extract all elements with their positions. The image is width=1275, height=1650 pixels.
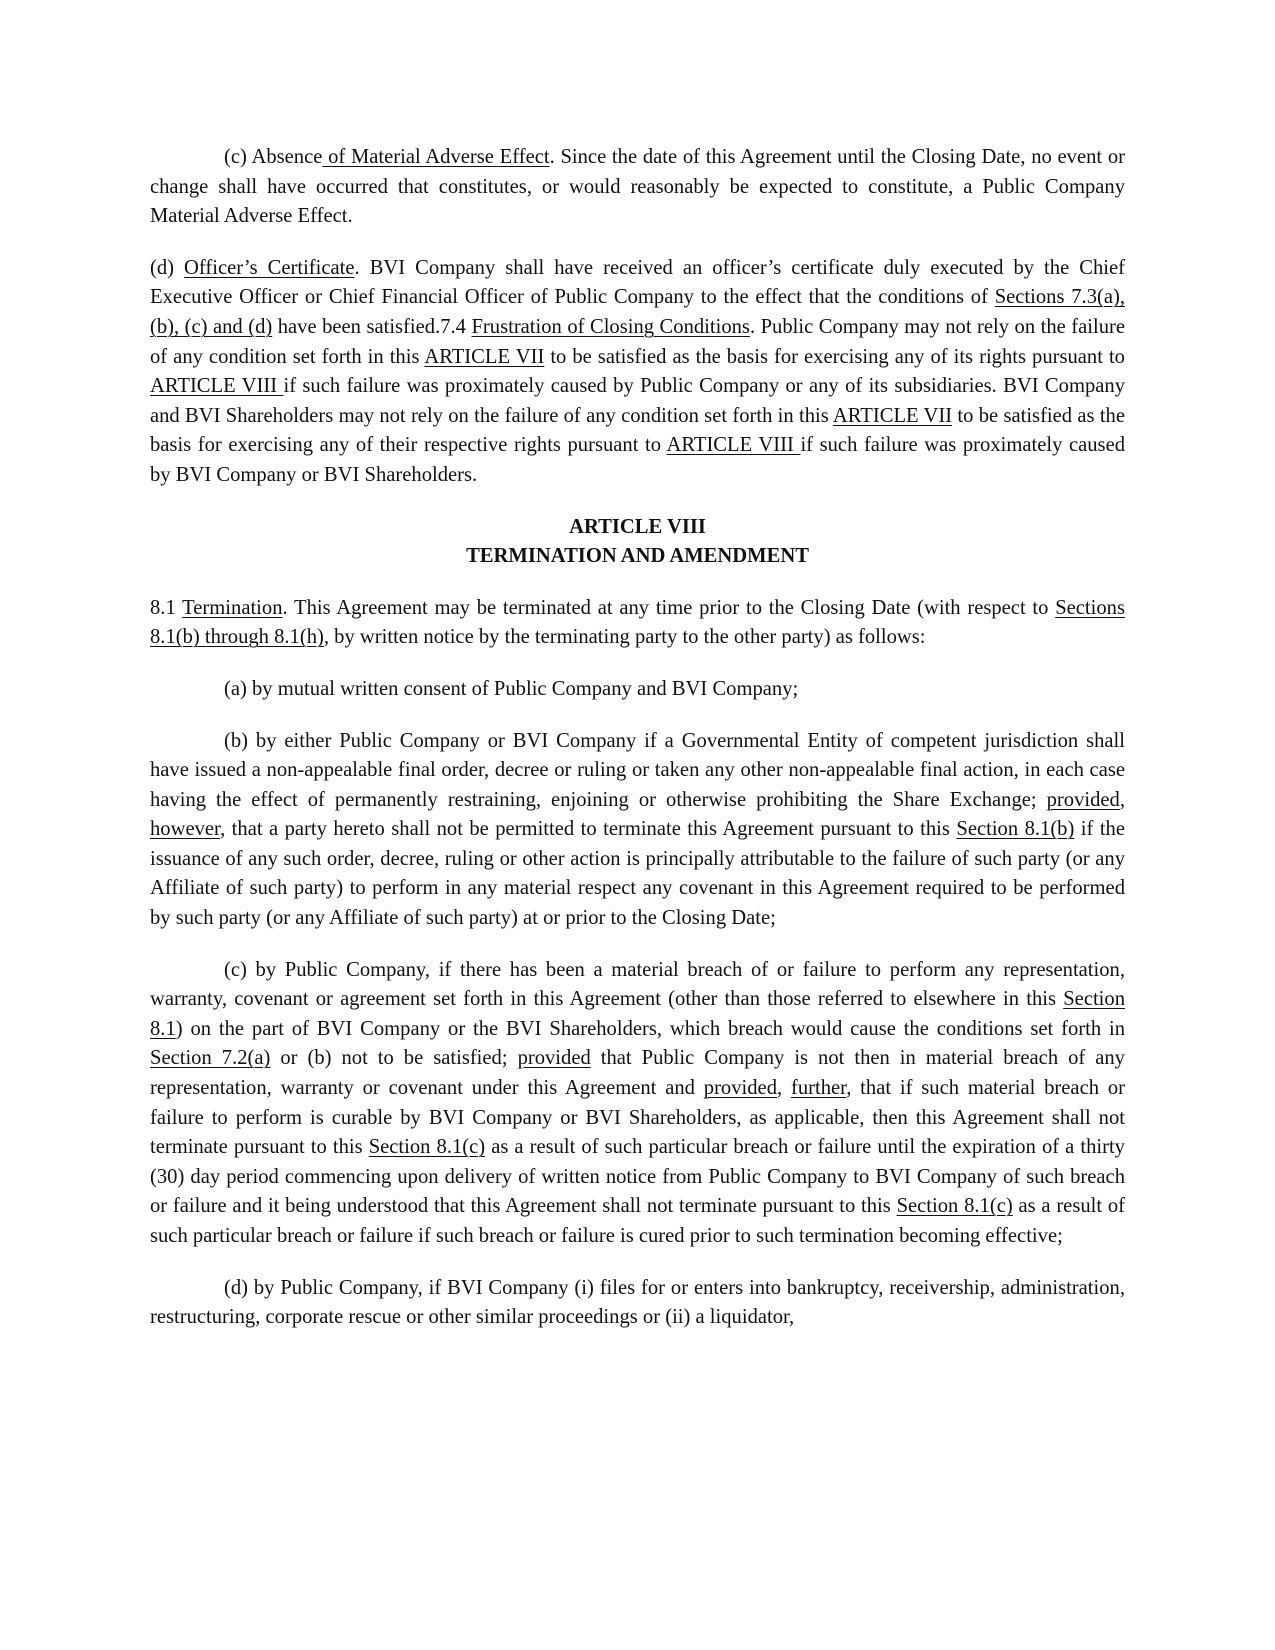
para-d-text-7: if such failure was proximately caused by BVI Company or BVI Shareholders. [150, 434, 1126, 486]
item-c-text-2: ) on the part of BVI Company or the BVI Shareholders, which breach would cause the conditions set forth in [175, 1017, 1125, 1040]
item-c-text-1: (c) by Public Company, if there has been a material breach of or failure to perform any representation, warranty, covenant or agreement set forth in this Agreement (other than those referred to elsewhere in this [150, 958, 1125, 1011]
ref-article-vii: ARTICLE VII [424, 345, 545, 368]
document-page [150, 143, 1125, 1333]
item-c-text-3: or (b) not to be satisfied; [270, 1047, 518, 1070]
para-c-prefix: (c) Absence [224, 146, 323, 168]
paragraph-d-officers-certificate [150, 254, 1125, 491]
para-d-text-2: have been satisfied.7.4 [272, 315, 472, 338]
section-8-1-termination [150, 594, 1125, 653]
sec-81-text-2: , by written notice by the terminating party to the other party) as follows: [323, 626, 926, 649]
article-title: TERMINATION AND AMENDMENT [466, 545, 809, 568]
sec-81-text-1: . This Agreement may be terminated at any time prior to the Closing Date (with respect to [282, 596, 1056, 619]
item-b-governmental-order [150, 727, 1125, 934]
item-b-text-1: (b) by either Public Company or BVI Company if a Governmental Entity of competent jurisdiction shall have issued a non-appealable final order, decree or ruling or taken any other non-appealable final action, in each case having the effect of permanently restraining, enjoining or otherwise prohibiting the Share Exchange; [150, 729, 1125, 811]
para-d-text-4: to be satisfied as the basis for exercising any of its rights pursuant to [544, 345, 1125, 368]
item-c-material-breach [150, 956, 1125, 1252]
para-d-heading: Officer’s Certificate [184, 256, 355, 279]
item-c-text-4: that Public Company is not then in material breach of any representation, warranty or covenant under this Agreement and [150, 1047, 1125, 1100]
ref-section-8-1-b: Section 8.1(b) [956, 818, 1075, 841]
item-c-text-8: as a result of such particular breach or failure if such breach or failure is cured prior to such termination becoming effective; [150, 1195, 1126, 1247]
ref-sections-8-1-b-h: Sections 8.1(b) through 8.1(h) [150, 596, 1125, 649]
ref-however: however [150, 818, 221, 841]
ref-article-viii: ARTICLE VIII [666, 434, 801, 457]
ref-section-8-1: Section 8.1 [150, 988, 1125, 1040]
item-c-text-7: as a result of such particular breach or failure until the expiration of a thirty (30) day period commencing upon delivery of written notice from Public Company to BVI Company of such breach or failure and it being understood that this Agreement shall not terminate pursuant to this [150, 1136, 1125, 1218]
ref-section-8-1-c: Section 8.1(c) [368, 1136, 486, 1159]
para-d-text-6: to be satisfied as the basis for exercising any of their respective rights pursuant to [150, 404, 1125, 457]
ref-section-7-2-a: Section 7.2(a) [150, 1047, 271, 1070]
para-d-text-5: if such failure was proximately caused by Public Company or any of its subsidiaries. BVI Company and BVI Shareholders may not rely on the failure of any condition set forth in this [150, 375, 1125, 427]
item-b-text-4: if the issuance of any such order, decree, ruling or other action is principally attributable to the failure of such party (or any Affiliate of such party) to perform in any material respect any covenant in this Agreement required to be performed by such party (or any Affiliate of such party) at or prior to the Closing Date; [150, 818, 1125, 930]
item-a-mutual-consent: (a) by mutual written consent of Public Company and BVI Company; [224, 677, 799, 700]
ref-provided: provided [1046, 788, 1120, 811]
para-c-text: . Since the date of this Agreement until the Closing Date, no event or change shall have occurred that constitutes, or would reasonably be expected to constitute, a Public Company Material Adverse Effect. [150, 146, 1125, 228]
sec-81-heading: Termination [182, 596, 283, 619]
article-heading [150, 513, 1125, 572]
item-d-bankruptcy: (d) by Public Company, if BVI Company (i) files for or enters into bankruptcy, receivership, administration, restructuring, corporate rescue or other similar proceedings or (ii) a liquidator, [150, 1276, 1125, 1329]
ref-provided: provided [517, 1047, 591, 1070]
ref-sections-7-3: Sections 7.3(a), (b), (c) and (d) [150, 286, 1125, 338]
item-c-text-5: , [777, 1077, 791, 1100]
item-b-text-3: , that a party hereto shall not be permitted to terminate this Agreement pursuant to this [220, 818, 957, 841]
ref-article-vii: ARTICLE VII [832, 404, 953, 427]
ref-further: further [790, 1077, 847, 1100]
paragraph-c-absence-mae [150, 143, 1125, 232]
item-b-text-2: , [1119, 788, 1125, 811]
sec-81-prefix: 8.1 [150, 596, 183, 619]
para-c-heading: of Material Adverse Effect [322, 146, 550, 168]
ref-provided: provided [703, 1077, 777, 1100]
para-d-prefix: (d) [150, 256, 185, 279]
ref-article-viii: ARTICLE VIII [150, 375, 284, 398]
ref-section-8-1-c: Section 8.1(c) [896, 1195, 1013, 1218]
para-d-text-3: . Public Company may not rely on the failure of any condition set forth in this [150, 315, 1125, 368]
item-c-text-6: , that if such material breach or failure to perform is curable by BVI Company or BVI Shareholders, as applicable, then this Agreement shall not terminate pursuant to this [150, 1077, 1125, 1159]
article-number: ARTICLE VIII [569, 515, 706, 538]
ref-frustration-of-closing-conditions: Frustration of Closing Conditions [471, 315, 750, 338]
para-d-text-1: . BVI Company shall have received an officer’s certificate duly executed by the Chief Executive Officer or Chief Financial Officer of Public Company to the effect that the conditions of [150, 256, 1125, 309]
